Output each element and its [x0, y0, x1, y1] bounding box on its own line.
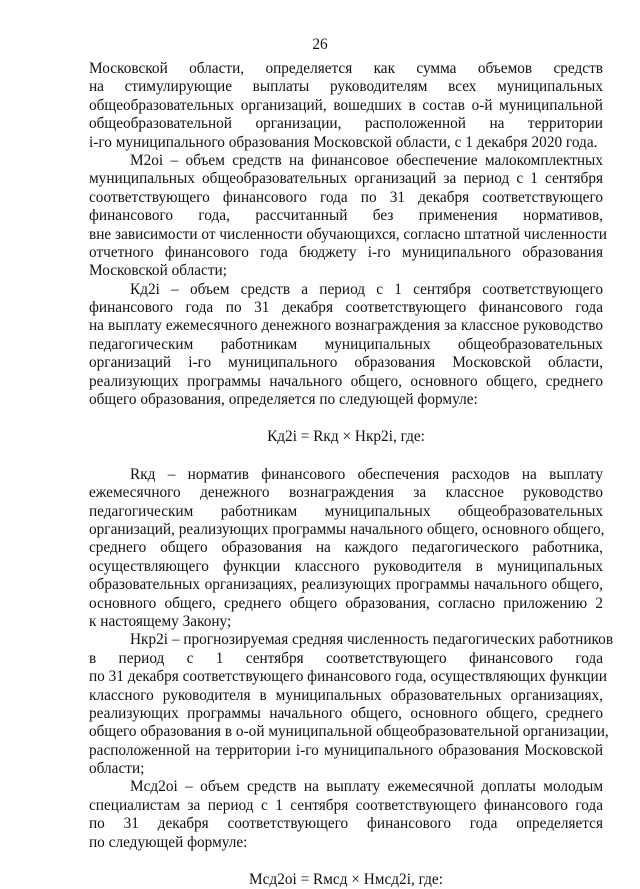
text-line: Rкд – норматив финансового обеспечения расходов на выплату	[130, 465, 603, 483]
text-line: образовательных организациях, реализующих программы начального общего,	[89, 576, 603, 594]
document-body	[89, 60, 614, 889]
text-line: классного руководителя в муниципальных образовательных организациях,	[89, 686, 603, 704]
text-line: i-го муниципального образования Московской области, с 1 декабря 2020 года.	[89, 133, 598, 151]
text-line: муниципальных общеобразовательных организаций за период с 1 сентября	[89, 170, 603, 188]
text-line: основного общего, среднего общего образования, согласно приложению 2	[89, 594, 603, 612]
text-line: по 31 декабря соответствующего финансового года определяется	[89, 815, 603, 833]
text-line: соответствующего финансового года по 31 декабря соответствующего	[89, 188, 603, 206]
text-line: Кд2i – объем средств а период с 1 сентября соответствующего	[130, 280, 603, 298]
text-line: финансового года, рассчитанный без применения нормативов,	[89, 207, 603, 225]
text-line: отчетного финансового года бюджету i-го муниципального образования	[89, 243, 603, 261]
text-line: общего образования, определяется по следующей формуле:	[89, 391, 478, 409]
text-line: на стимулирующие выплаты руководителям всех муниципальных	[89, 78, 603, 96]
text-line: общеобразовательных организаций, вошедших в состав о-й муниципальной	[89, 96, 603, 114]
text-line: финансового года по 31 декабря соответствующего финансового года	[89, 299, 603, 317]
text-line: организаций, реализующих программы начального общего, основного общего,	[89, 520, 605, 538]
text-line: Мсд2оi – объем средств на выплату ежемесячной доплаты молодым	[130, 778, 603, 796]
text-line: Московской области;	[89, 262, 227, 280]
text-line: осуществляющего функции классного руководителя в муниципальных	[89, 557, 603, 575]
page-number: 26	[312, 36, 328, 53]
paragraph-1	[89, 60, 603, 152]
formula-kd2i: Кд2i = Rкд × Нкр2i, где:	[267, 428, 425, 446]
paragraph-kd2i	[89, 281, 603, 410]
text-line: к настоящему Закону;	[89, 612, 232, 630]
text-line: реализующих программы начального общего, основного общего, среднего	[89, 704, 603, 722]
text-line: педагогическим работникам муниципальных общеобразовательных	[89, 502, 603, 520]
text-line: по 31 декабря соответствующего финансового года, осуществляющих функции	[89, 668, 607, 686]
paragraph-rkd	[89, 466, 603, 632]
text-line: организаций i-го муниципального образования Московской области,	[89, 354, 603, 372]
spacer	[89, 447, 603, 466]
text-line: реализующих программы начального общего, основного общего, среднего	[89, 372, 603, 390]
text-line: расположенной на территории i-го муниципального образования Московской	[89, 741, 603, 759]
spacer	[89, 852, 603, 871]
formula-msd2oi: Мсд2оi = Rмсд × Нмсд2i, где:	[249, 871, 443, 889]
text-line: области;	[89, 760, 145, 778]
text-line: М2оi – объем средств на финансовое обеспечение малокомплектных	[130, 151, 603, 169]
text-line: специалистам за период с 1 сентября соответствующего финансового года	[89, 796, 603, 814]
text-line: вне зависимости от численности обучающихся, согласно штатной численности	[89, 225, 607, 243]
text-line: Нкр2i – прогнозируемая средняя численность педагогических работников	[130, 631, 614, 649]
text-line: педагогическим работникам муниципальных общеобразовательных	[89, 335, 603, 353]
text-line: в период с 1 сентября соответствующего финансового года	[89, 649, 603, 667]
text-line: общеобразовательной организации, расположенной на территории	[89, 115, 603, 133]
text-line: на выплату ежемесячного денежного вознаграждения за классное руководство	[89, 317, 603, 335]
paragraph-msd2oi	[89, 778, 603, 852]
paragraph-nkr2i	[89, 631, 614, 778]
text-line: среднего общего образования на каждого педагогического работника,	[89, 539, 603, 557]
paragraph-m2oi	[89, 151, 607, 281]
text-line: по следующей формуле:	[89, 833, 248, 851]
spacer	[89, 409, 603, 428]
text-line: общего образования в о-ой муниципальной общеобразовательной организации,	[89, 723, 609, 741]
text-line: ежемесячного денежного вознаграждения за классное руководство	[89, 484, 603, 502]
text-line: Московской области, определяется как сумма объемов средств	[89, 60, 603, 77]
